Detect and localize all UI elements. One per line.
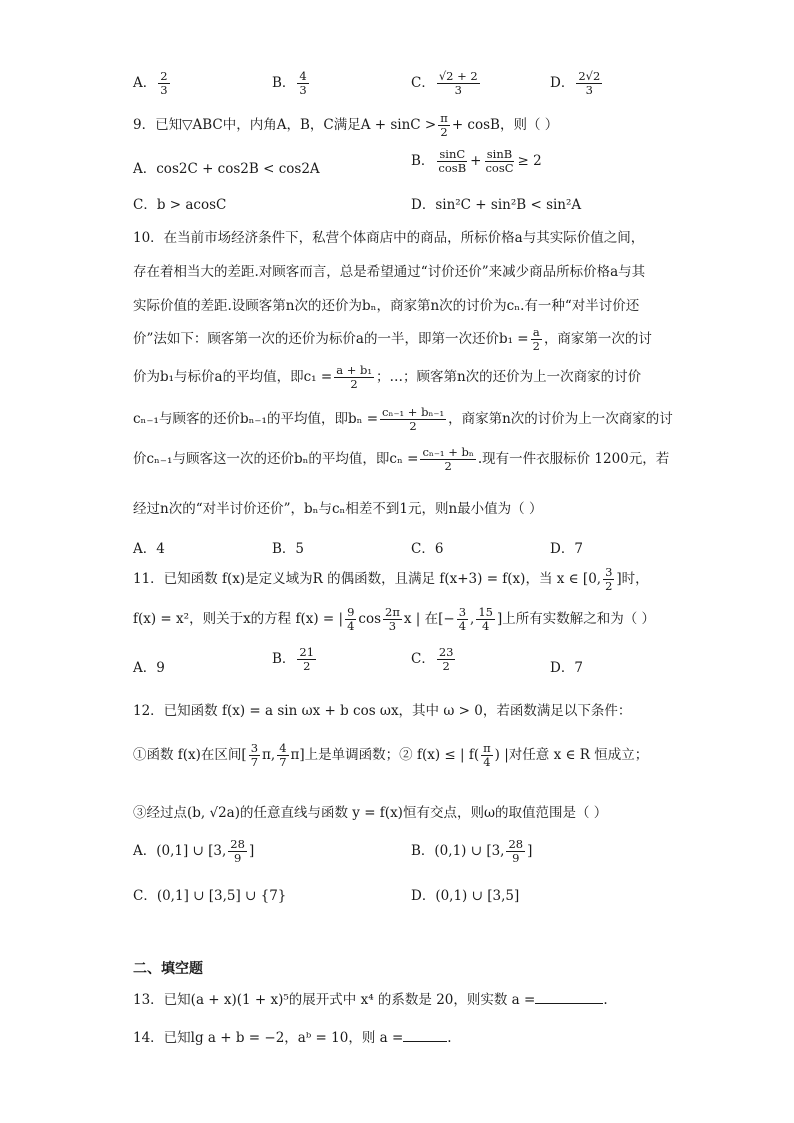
q11-option-c: C． $\frac{23}{2}$: [411, 645, 454, 674]
q12-line-1: 12．已知函数 f(x) = a sin ωx + b cos ωx，其中 ω > 0，若函数满足以下条件：: [133, 703, 632, 719]
q9-option-b-fraction-1: $\frac{\sin C}{\cos B}$: [438, 147, 467, 176]
q11-option-b-fraction: $\frac{21}{2}$: [299, 645, 315, 674]
q11-option-d: D．7: [550, 660, 583, 676]
q11-option-a: A．9: [133, 660, 165, 676]
q8-option-b: B． $\frac{4}{3}$: [272, 69, 307, 98]
q10-line-4: 价”法如下：顾客第一次的还价为标价a的一半，即第一次还价b₁ = $\frac{a}{2}$ ，商家第一次的讨: [133, 325, 652, 354]
q11-line-2-fraction-2: $\frac{2\pi}{3}$: [385, 605, 400, 634]
q10-line-4-fraction: $\frac{a}{2}$: [532, 325, 540, 354]
q10-line-5-fraction: $\frac{\text{a + b₁}}{2}$: [336, 363, 372, 392]
q12-option-a-fraction: $\frac{28}{9}$: [230, 837, 245, 866]
q9-stem: 9．已知▽ABC中，内角A，B，C满足A + sinC > $\frac{\pi}{2}$ + cosB，则（ ）: [133, 111, 559, 140]
q12-option-a: A．(0,1] ∪ [3, $\frac{28}{9}$ ]: [133, 837, 255, 866]
q8-option-b-fraction: $\frac{4}{3}$: [299, 69, 307, 98]
q10-option-d: D．7: [550, 541, 583, 557]
q9-option-b-fraction-2: $\frac{\sin B}{\cos C}$: [485, 147, 514, 176]
q14-text: 14．已知lg a + b = −2，aᵇ = 10，则 a = .: [133, 1030, 452, 1046]
q10-line-5: 价为b₁与标价a的平均值，即c₁ = $\frac{\text{a + b₁}}{2}$ ；…；顾客第n次的还价为上一次商家的讨价: [133, 363, 642, 392]
q12-line-2-fraction-1: $\frac{3}{7}$: [250, 741, 259, 770]
q12-option-d: D．(0,1) ∪ [3,5]: [411, 888, 520, 904]
q12-option-c: C．(0,1] ∪ [3,5] ∪ {7}: [133, 888, 287, 904]
q12-line-2-fraction-3: $\frac{\pi}{4}$: [483, 741, 491, 770]
q10-line-2: 存在着相当大的差距.对顾客而言，总是希望通过“讨价还价”来减少商品所标价格a与其: [133, 264, 646, 280]
q13-answer-blank[interactable]: [535, 1003, 603, 1004]
q9-stem-fraction: $\frac{\pi}{2}$: [440, 111, 448, 140]
q8-option-a: A． $\frac{2}{3}$: [133, 69, 168, 98]
q8-option-d-fraction: $\frac{2√2}{3}$: [578, 69, 601, 98]
q10-line-3: 实际价值的差距.设顾客第n次的还价为bₙ，商家第n次的讨价为cₙ.有一种“对半讨价还: [133, 298, 640, 314]
q14-answer-blank[interactable]: [403, 1041, 447, 1042]
q12-line-3: ③经过点(b, √2a)的任意直线与函数 y = f(x)恒有交点，则ω的取值范围是（ ）: [133, 805, 608, 821]
q12-option-b: B．(0,1) ∪ [3, $\frac{28}{9}$ ]: [411, 837, 533, 866]
section-title-fill-in: 二、填空题: [133, 961, 203, 977]
q9-option-a: A．cos2C + cos2B < cos2A: [133, 161, 320, 177]
q12-line-2: ①函数 f(x)在区间[ $\frac{3}{7}$ π, $\frac{4}{7}$ π]上是单调函数；② f(x) ≤ | f( $\frac{\pi}{4}$ ) |对任意 x ∈ R 恒成立；: [133, 741, 649, 770]
q11-option-b: B． $\frac{21}{2}$: [272, 645, 315, 674]
q10-line-8: 经过n次的“对半讨价还价”，bₙ与cₙ相差不到1元，则n最小值为（ ）: [133, 501, 543, 517]
q10-line-1: 10．在当前市场经济条件下，私营个体商店中的商品，所标价格a与其实际价值之间，: [133, 230, 645, 246]
q10-line-6-fraction: $\frac{\text{cₙ₋₁ + bₙ₋₁}}{2}$: [382, 405, 445, 434]
q10-line-6: cₙ₋₁与顾客的还价bₙ₋₁的平均值，即bₙ = $\frac{\text{cₙ₋₁ + bₙ₋₁}}{2}$ ，商家第n次的讨价为上一次商家的讨: [133, 405, 673, 434]
q8-option-d: D． $\frac{2√2}{3}$: [550, 69, 601, 98]
q11-line-2: f(x) = x²，则关于x的方程 f(x) = | $\frac{9}{4}$ cos $\frac{2\pi}{3}$ x | 在[− $\frac{3}{4}$ , $\frac{15}{4}$ ]上所有实数解之和为（ ）: [133, 605, 656, 634]
q9-option-d: D．sin²C + sin²B < sin²A: [411, 197, 582, 213]
q11-line-2-fraction-3: $\frac{3}{4}$: [458, 605, 467, 634]
q13-text: 13．已知(a + x)(1 + x)⁵的展开式中 x⁴ 的系数是 20，则实数 a = .: [133, 992, 608, 1008]
q12-option-b-fraction: $\frac{28}{9}$: [508, 837, 524, 866]
q11-line-1-fraction: $\frac{3}{2}$: [605, 565, 613, 594]
q10-option-c: C．6: [411, 541, 444, 557]
q10-option-b: B．5: [272, 541, 305, 557]
q9-option-b: B． $\frac{\sin C}{\cos B}$ + $\frac{\sin B}{\cos C}$ ≥ 2: [411, 147, 542, 176]
q9-option-c: C．b > acosC: [133, 197, 227, 213]
q12-line-2-fraction-2: $\frac{4}{7}$: [279, 741, 287, 770]
q11-line-1: 11．已知函数 f(x)是定义域为R 的偶函数，且满足 f(x+3) = f(x)，当 x ∈ [0, $\frac{3}{2}$ ]时，: [133, 565, 649, 594]
q10-line-7: 价cₙ₋₁与顾客这一次的还价bₙ的平均值，即cₙ = $\frac{\text{cₙ₋₁ + bₙ}}{2}$ .现有一件衣服标价 1200元，若: [133, 445, 670, 474]
q11-option-c-fraction: $\frac{23}{2}$: [438, 645, 454, 674]
q8-option-c-fraction: $\frac{√2 + 2}{3}$: [438, 69, 478, 98]
q8-option-a-fraction: $\frac{2}{3}$: [160, 69, 168, 98]
q8-option-c: C． $\frac{√2 + 2}{3}$: [411, 69, 478, 98]
q10-line-7-fraction: $\frac{\text{cₙ₋₁ + bₙ}}{2}$: [422, 445, 474, 474]
q10-option-a: A．4: [133, 541, 165, 557]
q11-line-2-fraction-4: $\frac{15}{4}$: [478, 605, 493, 634]
q11-line-2-fraction-1: $\frac{9}{4}$: [347, 605, 355, 634]
